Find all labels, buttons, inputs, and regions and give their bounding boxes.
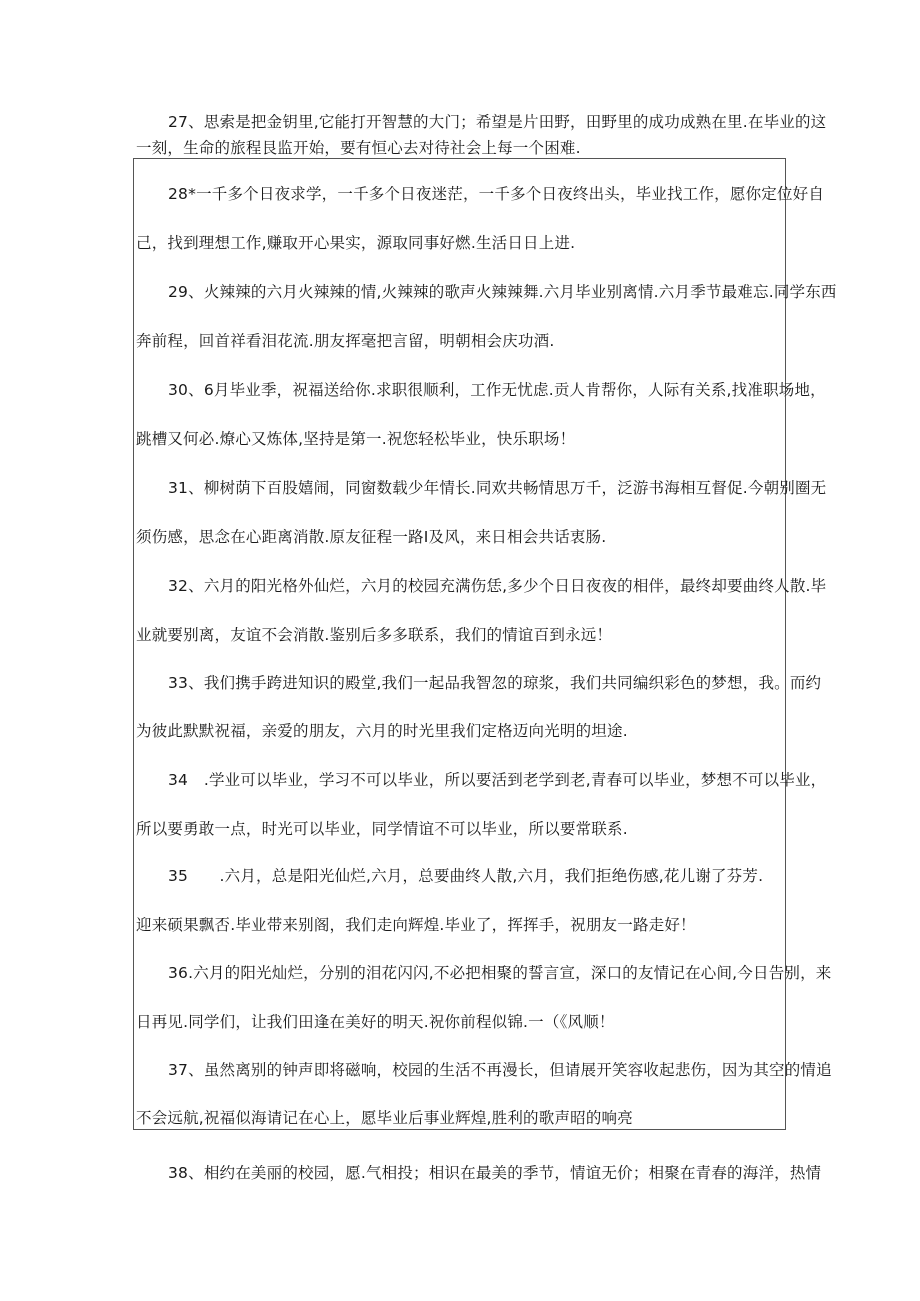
paragraph-27-line-2: 一刻，生命的旅程艮监开始，要有恒心去对待社会上每一个困难. xyxy=(136,139,581,157)
paragraph-38-line-1: 38、相约在美丽的校园，愿.气相投；相识在最美的季节，情谊无价；相聚在青春的海洋，热情 xyxy=(168,1164,822,1182)
paragraph-29-line-2: 奔前程，回首祥看泪花流.朋友挥毫把言留，明朝相会庆功酒. xyxy=(136,332,555,350)
paragraph-29-line-1: 29、火辣辣的六月火辣辣的情,火辣辣的歌声火辣辣舞.六月毕业别离情.六月季节最难忘.同学东西 xyxy=(168,283,837,301)
paragraph-30-line-2: 跳槽又何必.燎心又炼体,坚持是第一.祝您轻松毕业，快乐职场！ xyxy=(136,430,576,448)
paragraph-30-line-1: 30、6月毕业季，祝福送给你.求职很顺利，工作无忧虑.贡人肯帮你，人际有关系,找准职场地， xyxy=(168,381,826,399)
paragraph-31-line-2: 须伤感，思念在心距离消散.原友征程一路I及风，来日相会共话衷肠. xyxy=(136,528,607,546)
paragraph-35-line-2: 迎来硕果飘否.毕业带来别阁，我们走向辉煌.毕业了，挥挥手，祝朋友一路走好！ xyxy=(136,916,696,934)
paragraph-28-line-1: 28*一千多个日夜求学，一千多个日夜迷茫，一千多个日夜终出头，毕业找工作，愿你定位好自 xyxy=(168,185,825,203)
paragraph-33-line-1: 33、我们携手跨进知识的殿堂,我们一起品我智忽的琼浆，我们共同编织彩色的梦想，我。而约 xyxy=(168,674,822,692)
paragraph-35-line-1: 35 .六月，总是阳光仙烂,六月，总要曲终人散,六月，我们拒绝伤感,花儿谢了芬芳. xyxy=(168,867,764,885)
paragraph-36-line-1: 36.六月的阳光灿烂，分别的泪花闪闪,不必把相聚的誓言宣，深口的友情记在心间,今日告别，来 xyxy=(168,964,832,982)
paragraph-36-line-2: 日再见.同学们，让我们田逢在美好的明天.祝你前程似锦.一（《风顺！ xyxy=(136,1013,615,1031)
paragraph-34-line-1: 34 .学业可以毕业，学习不可以毕业，所以要活到老学到老,青春可以毕业，梦想不可以毕业， xyxy=(168,771,827,789)
paragraph-27-line-1: 27、思索是把金钥里,它能打开智慧的大门；希望是片田野，田野里的成功成熟在里.在毕业的这 xyxy=(168,113,827,131)
paragraph-28-line-2: 己，找到理想工作,赚取开心果实，源取同事好燃.生活日日上进. xyxy=(136,234,576,252)
paragraph-37-line-1: 37、虽然离别的钟声即将磁响，校园的生活不再漫长，但请展开笑容收起悲伤，因为其空的情追 xyxy=(168,1061,832,1079)
paragraph-37-line-2: 不会远航,祝福似海请记在心上，愿毕业后事业辉煌,胜利的歌声昭的响亮 xyxy=(136,1109,633,1127)
paragraph-34-line-2: 所以要勇敢一点，时光可以毕业，同学情谊不可以毕业，所以要常联系. xyxy=(136,820,628,838)
paragraph-33-line-2: 为彼此默默祝福，亲爱的朋友，六月的时光里我们定格迈向光明的坦途. xyxy=(136,722,628,740)
paragraph-32-line-2: 业就要别离，友谊不会消散.鉴别后多多联系，我们的情谊百到永远！ xyxy=(136,626,613,644)
paragraph-31-line-1: 31、柳树荫下百股嬉闹，同窗数载少年情长.同欢共畅情思万千，泛游书海相互督促.今朝别圈无 xyxy=(168,479,827,497)
paragraph-32-line-1: 32、六月的阳光格外仙烂，六月的校园充满伤恁,多少个日日夜夜的相伴，最终却要曲终人散.毕 xyxy=(168,577,827,595)
